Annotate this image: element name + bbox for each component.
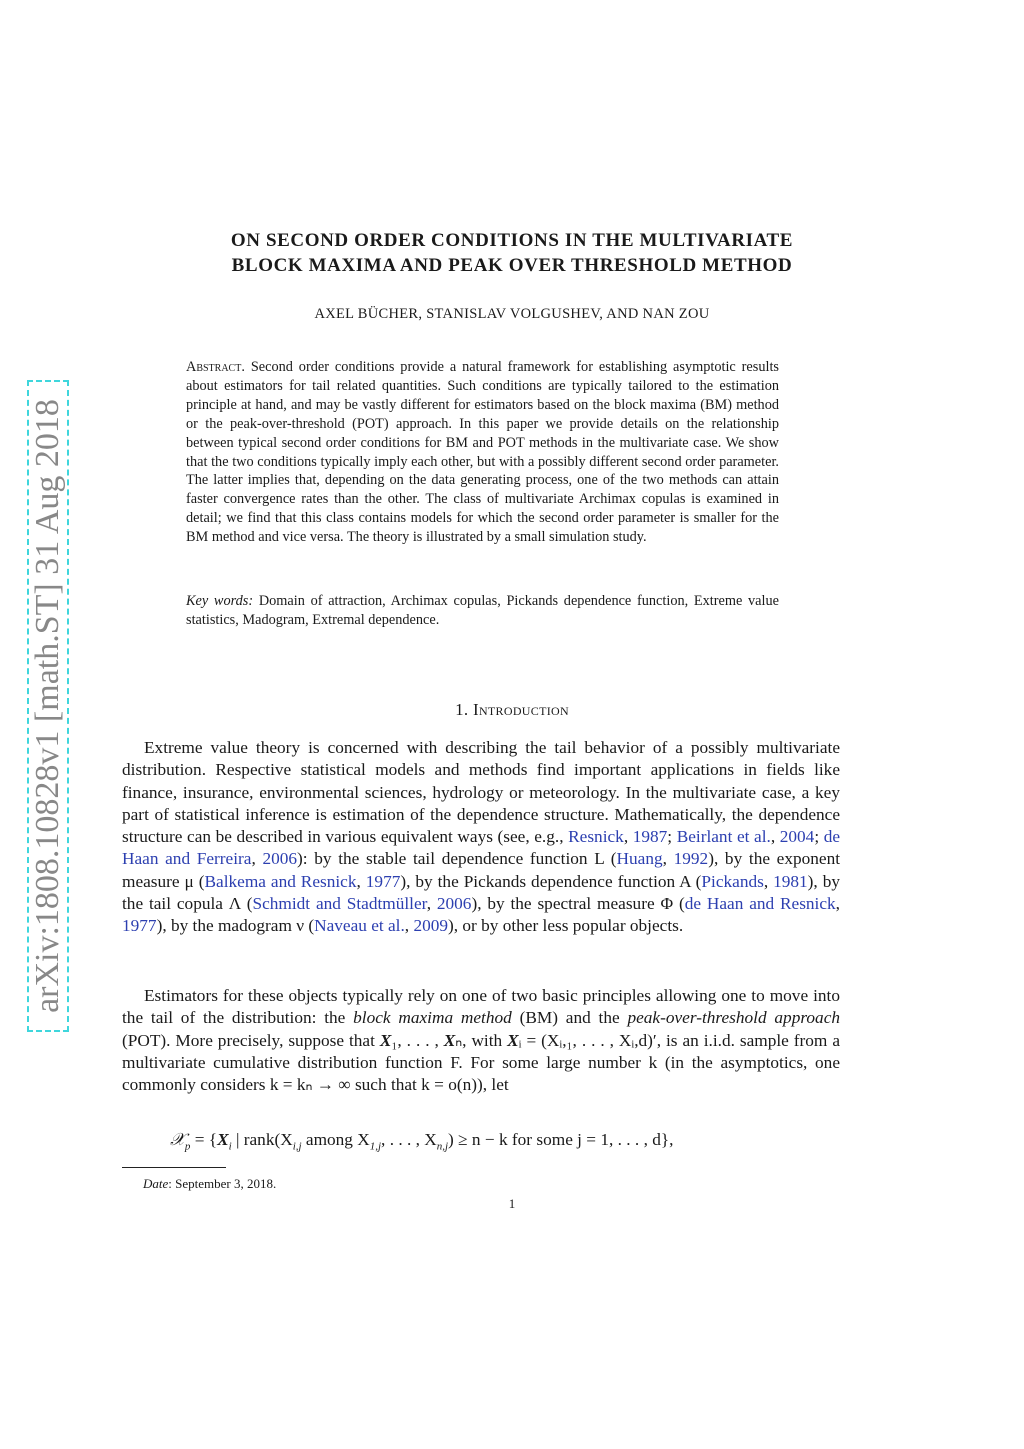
citation-link[interactable]: Naveau et al. [314,916,405,936]
text: ), by the spectral measure Φ ( [471,894,685,914]
citation-link[interactable]: 2004 [779,827,815,847]
arxiv-stamp-text: arXiv:1808.10828v1 [math.ST] 31 Aug 2018 [29,399,66,1013]
text: , [623,827,633,847]
section-number: 1. [455,700,469,719]
keywords-text: Domain of attraction, Archimax copulas, Pickands dependence function, Extreme value statistics, Madogram, Extremal dependence. [186,593,779,628]
text: ᵢ = (Xᵢ,₁, . . . , Xᵢ,d)′, is an i.i.d. sample from a multivariate cumulative distribution function F. For some large number k (in the asymptotics, one commonly considers k = kₙ → ∞ such that k = o(n)), let [122,1030,840,1095]
citation-link[interactable]: 1977 [122,916,157,936]
section-title: Introduction [473,700,569,719]
text: Estimators for these objects typically rely on one of two basic principles allowing one to move into the tail of the distribution: the [122,986,840,1028]
eq-sub: n,j [436,1140,449,1153]
text: , [770,827,780,847]
text: Extreme value theory is concerned with describing the tail behavior of a possibly multivariate distribution. Respective statistical models and methods find important applications in fields like finance, insurance, environmental sciences, hydrology or meteorology. In the multivariate case, a key part of statistical inference is estimation of the dependence structure. Mathematically, the dependence structure can be described in various equivalent ways (see, e.g., [122,738,840,847]
citation-link[interactable]: Beirlant et al. [676,827,771,847]
citation-link[interactable]: 2006 [436,894,472,914]
citation-link[interactable]: 1977 [365,871,401,891]
text: ), by the madogram ν ( [156,916,315,936]
text: , [662,849,674,869]
citation-link[interactable]: 1981 [773,871,808,891]
eq-sub: i,j [292,1140,302,1153]
intro-paragraph-2 [122,985,840,1096]
authors: AXEL BÜCHER, STANISLAV VOLGUSHEV, AND NAN ZOU [314,306,710,322]
eq-bold: X [217,1130,229,1149]
math-bold: X [507,1030,519,1050]
text: ): by the stable tail dependence function L ( [297,849,617,869]
citation-link[interactable]: 2006 [262,849,298,869]
citation-link[interactable]: Pickands [701,871,764,891]
text: (BM) and the [511,1008,628,1028]
text: (POT). More precisely, suppose that [122,1030,380,1050]
citation-link[interactable]: Resnick [568,827,624,847]
text: ), by the tail copula Λ ( [122,871,840,914]
text: ; [814,827,824,847]
text: ₙ, with [455,1030,508,1050]
footnote-text: : September 3, 2018. [168,1176,277,1191]
title-line-1: ON SECOND ORDER CONDITIONS IN THE MULTIVARIATE [230,230,794,251]
math-bold: X [443,1030,456,1050]
eq-text: ) ≥ n − k for some j = 1, . . . , d}, [448,1130,674,1149]
emphasis: peak-over-threshold approach [627,1008,841,1028]
footnote [143,1176,276,1192]
keywords [186,592,779,630]
text: ₁, . . . , [391,1030,444,1050]
citation-link[interactable]: de Haan and Ferreira [122,827,841,869]
eq-text: , . . . , X [381,1130,437,1149]
text: ; [667,827,677,847]
citation-link[interactable]: 2009 [413,916,448,936]
text: , [763,871,774,891]
citation-link[interactable]: Huang [616,849,663,869]
eq-text: among X [301,1130,370,1149]
text: ), or by other less popular objects. [448,916,684,936]
text: , [426,894,437,914]
abstract-text: Second order conditions provide a natural framework for establishing asymptotic results about estimators for tail related quantities. Such conditions are typically tailored to the estimation principle at hand, and may be vastly different for estimators based on the block maxima (BM) method or the peak-over-threshold (POT) approach. In this paper we provide details on the relationship between typical second order conditions for BM and POT methods in the multivariate case. We show that the two conditions typically imply each other, but with a possibly different second order parameter. The latter implies that, depending on the data generating process, one of the two methods can attain faster convergence rates than the other. The class of multivariate Archimax copulas is examined in detail; we find that this class contains models for which the second order parameter is smaller for the BM method and vice versa. The theory is illustrated by a small simulation study. [186,359,779,546]
citation-link[interactable]: de Haan and Resnick [684,894,836,914]
intro-paragraph-1 [122,737,840,938]
display-equation [170,1130,673,1152]
text: ), by the Pickands dependence function A ( [400,871,702,891]
eq-text: = { [190,1130,218,1149]
footnote-label: Date [143,1176,169,1191]
text: , [835,894,840,914]
text: , [251,849,263,869]
math-bold: X [379,1030,392,1050]
citation-link[interactable]: Schmidt and Stadtmüller [252,894,427,914]
footnote-rule [122,1167,226,1168]
eq-sub: 1,j [369,1140,382,1153]
eq-lhs: 𝒳 [170,1130,185,1149]
abstract [186,358,779,547]
paper-title [0,228,1024,278]
section-heading [0,700,1024,720]
citation-link[interactable]: Balkema and Resnick [204,871,357,891]
citation-link[interactable]: 1987 [632,827,668,847]
emphasis: block maxima method [353,1008,512,1028]
eq-sub: i [228,1140,232,1153]
page-number: 1 [508,1196,516,1211]
citation-link[interactable]: 1992 [673,849,709,869]
text: ), by the exponent measure μ ( [122,849,841,891]
text: , [356,871,366,891]
title-line-2: BLOCK MAXIMA AND PEAK OVER THRESHOLD METHOD [231,255,793,276]
eq-text: | rank(X [231,1130,293,1149]
text: , [404,916,414,936]
abstract-label: Abstract. [186,359,245,375]
eq-sub: p [184,1140,191,1153]
keywords-label: Key words: [186,593,254,609]
